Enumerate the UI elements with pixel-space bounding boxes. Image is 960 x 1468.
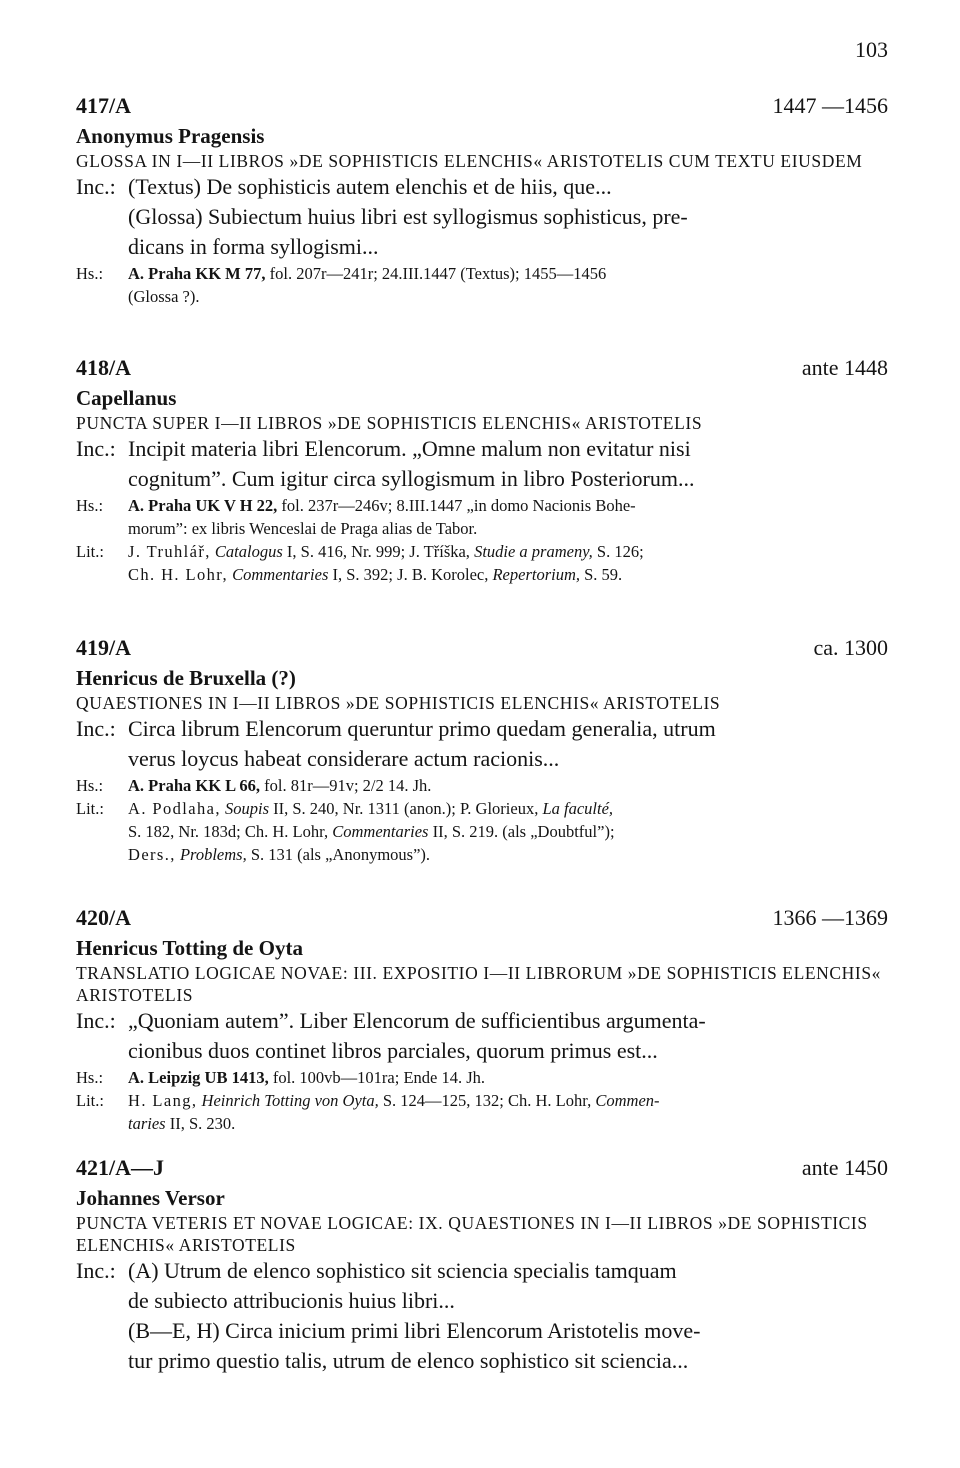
lit-author: Ders., xyxy=(128,845,176,864)
lit-ref: II, S. 219. (als „Doubtful”); xyxy=(432,822,615,841)
entry-title: TRANSLATIO LOGICAE NOVAE: III. EXPOSITIO I—II LIBRORUM »DE SOPHISTICIS ELENCHIS« ARISTOTELIS xyxy=(76,963,882,1005)
entry-title: PUNCTA SUPER I—II LIBROS »DE SOPHISTICIS ELENCHIS« ARISTOTELIS xyxy=(76,413,703,433)
manuscript-label: Hs.: xyxy=(76,264,104,283)
incipit-line: verus loycus habeat considerare actum racionis... xyxy=(128,746,560,771)
manuscript xyxy=(76,1066,888,1089)
entry-author: Henricus de Bruxella (?) xyxy=(76,666,296,690)
manuscript xyxy=(76,262,888,308)
page-number: 103 xyxy=(855,37,888,62)
manuscript-details: fol. 81r—91v; 2/2 14. Jh. xyxy=(264,776,432,795)
entry-title: QUAESTIONES IN I—II LIBROS »DE SOPHISTICIS ELENCHIS« ARISTOTELIS xyxy=(76,693,721,713)
lit-work-title: taries xyxy=(128,1114,166,1133)
incipit-label: Inc.: xyxy=(76,716,116,741)
lit-work-title: Soupis xyxy=(224,799,269,818)
lit-author: H. Lang, xyxy=(128,1091,198,1110)
lit-work-title: Problems, xyxy=(179,845,247,864)
lit-work-title: Commen- xyxy=(595,1091,660,1110)
manuscript-label: Hs.: xyxy=(76,776,104,795)
manuscript-library: A. Praha KK M 77, xyxy=(128,264,266,283)
lit-work-title: Catalogus xyxy=(214,542,283,561)
manuscript xyxy=(76,494,888,540)
manuscript-details: fol. 237r—246v; 8.III.1447 „in domo Nacionis Bohe- xyxy=(281,496,636,515)
manuscript-details: fol. 100vb—101ra; Ende 14. Jh. xyxy=(272,1068,486,1087)
lit-ref: S. 126; xyxy=(596,542,644,561)
literature xyxy=(76,1089,888,1135)
literature-label: Lit.: xyxy=(76,799,104,818)
entry-header xyxy=(76,635,888,665)
lit-author: A. Podlaha, xyxy=(128,799,221,818)
incipit-line: Incipit materia libri Elencorum. „Omne malum non evitatur nisi xyxy=(128,436,691,461)
lit-author: Ch. H. Lohr, xyxy=(128,565,229,584)
catalog-entry-417 xyxy=(76,93,888,308)
incipit-line: „Quoniam autem”. Liber Elencorum de sufficientibus argumenta- xyxy=(128,1008,706,1033)
manuscript-details-cont: morum”: ex libris Wenceslai de Praga alias de Tabor. xyxy=(128,519,478,538)
lit-ref: I, S. 392; J. B. Korolec, xyxy=(332,565,489,584)
catalog-entry-418 xyxy=(76,355,888,586)
lit-ref: S. 59. xyxy=(584,565,623,584)
entry-header xyxy=(76,93,888,123)
literature-label: Lit.: xyxy=(76,542,104,561)
entry-date: 1366 —1369 xyxy=(772,905,888,930)
entry-date: 1447 —1456 xyxy=(772,93,888,118)
incipit-label: Inc.: xyxy=(76,436,116,461)
manuscript-label: Hs.: xyxy=(76,1068,104,1087)
entry-header xyxy=(76,1155,888,1185)
manuscript xyxy=(76,774,888,797)
incipit xyxy=(76,1006,888,1066)
entry-title: PUNCTA VETERIS ET NOVAE LOGICAE: IX. QUAESTIONES IN I—II LIBROS »DE SOPHISTICIS ELENCHIS« ARISTOTELIS xyxy=(76,1213,868,1255)
entry-number: 418/A xyxy=(76,355,131,380)
manuscript-details: fol. 207r—241r; 24.III.1447 (Textus); 1455—1456 xyxy=(269,264,607,283)
incipit xyxy=(76,434,888,494)
entry-author: Anonymus Pragensis xyxy=(76,124,265,148)
lit-ref: S. 131 (als „Anonymous”). xyxy=(250,845,431,864)
entry-header xyxy=(76,905,888,935)
incipit xyxy=(76,1256,888,1376)
incipit-line: cognitum”. Cum igitur circa syllogismum in libro Posteriorum... xyxy=(128,466,695,491)
incipit-line: cionibus duos continet libros parciales, quorum primus est... xyxy=(128,1038,658,1063)
manuscript-details-cont: (Glossa ?). xyxy=(128,287,200,306)
entry-number: 420/A xyxy=(76,905,131,930)
incipit-line: Circa librum Elencorum queruntur primo quedam generalia, utrum xyxy=(128,716,716,741)
entry-author: Capellanus xyxy=(76,386,177,410)
literature xyxy=(76,540,888,586)
entry-author: Johannes Versor xyxy=(76,1186,225,1210)
incipit-label: Inc.: xyxy=(76,1008,116,1033)
incipit-line: (B—E, H) Circa inicium primi libri Elencorum Aristotelis move- xyxy=(128,1318,701,1343)
lit-ref: II, S. 230. xyxy=(169,1114,236,1133)
incipit xyxy=(76,714,888,774)
manuscript-label: Hs.: xyxy=(76,496,104,515)
lit-work-title: Commentaries xyxy=(332,822,429,841)
lit-work-title: Heinrich Totting von Oyta, xyxy=(201,1091,379,1110)
incipit-line: (Glossa) Subiectum huius libri est syllogismus sophisticus, pre- xyxy=(128,204,688,229)
entry-title: GLOSSA IN I—II LIBROS »DE SOPHISTICIS ELENCHIS« ARISTOTELIS CUM TEXTU EIUSDEM xyxy=(76,151,863,171)
lit-ref: II, S. 240, Nr. 1311 (anon.); P. Glorieux, xyxy=(273,799,539,818)
incipit-line: (A) Utrum de elenco sophistico sit sciencia specialis tamquam xyxy=(128,1258,677,1283)
entry-number: 421/A—J xyxy=(76,1155,164,1180)
manuscript-library: A. Praha UK V H 22, xyxy=(128,496,278,515)
incipit-line: de subiecto attribucionis huius libri... xyxy=(128,1288,455,1313)
manuscript-library: A. Leipzig UB 1413, xyxy=(128,1068,269,1087)
catalog-entry-421 xyxy=(76,1155,888,1376)
entry-number: 419/A xyxy=(76,635,131,660)
incipit-label: Inc.: xyxy=(76,1258,116,1283)
entry-date: ante 1450 xyxy=(801,1155,888,1180)
incipit-line: tur primo questio talis, utrum de elenco sophistico sit sciencia... xyxy=(128,1348,689,1373)
entry-author: Henricus Totting de Oyta xyxy=(76,936,303,960)
catalog-entry-419 xyxy=(76,635,888,866)
entry-header xyxy=(76,355,888,385)
lit-author: J. Truhlář, xyxy=(128,542,211,561)
lit-work-title: Studie a prameny, xyxy=(474,542,593,561)
entry-date: ante 1448 xyxy=(801,355,888,380)
lit-work-title: La faculté, xyxy=(542,799,614,818)
literature xyxy=(76,797,888,866)
entry-number: 417/A xyxy=(76,93,131,118)
catalog-entry-420 xyxy=(76,905,888,1135)
incipit-line: dicans in forma syllogismi... xyxy=(128,234,379,259)
entry-date: ca. 1300 xyxy=(813,635,888,660)
manuscript-library: A. Praha KK L 66, xyxy=(128,776,261,795)
incipit xyxy=(76,172,888,262)
lit-ref: I, S. 416, Nr. 999; J. Tříška, xyxy=(286,542,470,561)
lit-work-title: Commentaries xyxy=(232,565,329,584)
lit-ref: S. 182, Nr. 183d; Ch. H. Lohr, xyxy=(128,822,329,841)
incipit-label: Inc.: xyxy=(76,174,116,199)
lit-work-title: Repertorium, xyxy=(492,565,580,584)
literature-label: Lit.: xyxy=(76,1091,104,1110)
incipit-line: (Textus) De sophisticis autem elenchis et de hiis, que... xyxy=(128,174,612,199)
lit-ref: S. 124—125, 132; Ch. H. Lohr, xyxy=(382,1091,592,1110)
